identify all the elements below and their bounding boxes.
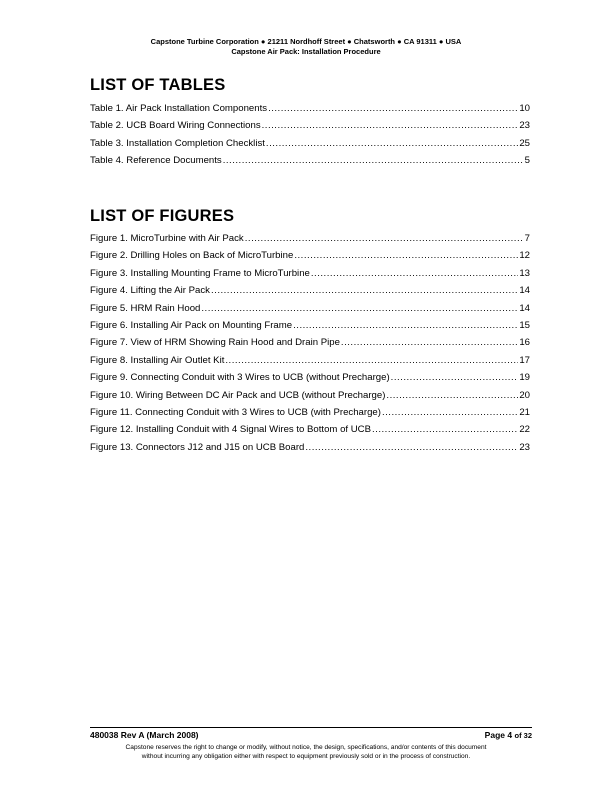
- footer-page-current: 4: [507, 730, 513, 740]
- figure-entry-label: Figure 1. MicroTurbine with Air Pack: [90, 233, 244, 244]
- figure-entry[interactable]: [90, 247, 530, 264]
- figure-entry-label: Figure 12. Installing Conduit with 4 Signal Wires to Bottom of UCB: [90, 424, 372, 436]
- dot-leader: [382, 404, 518, 421]
- table-entry-page: 5: [524, 155, 530, 167]
- figure-entry[interactable]: [90, 282, 530, 299]
- table-entry-label: Table 1. Air Pack Installation Components: [90, 103, 268, 114]
- figure-entry-label: Figure 4. Lifting the Air Pack: [90, 285, 210, 297]
- table-entry-label: Table 2. UCB Board Wiring Connections: [90, 120, 261, 132]
- dot-leader: [294, 247, 518, 264]
- figure-entry[interactable]: [90, 421, 530, 438]
- figure-entry[interactable]: [90, 334, 530, 351]
- figure-entry[interactable]: [90, 439, 530, 456]
- dot-leader: [341, 334, 518, 351]
- dot-leader: [372, 421, 518, 438]
- figure-entry-page: 19: [519, 372, 530, 384]
- footer-page-word: Page: [484, 730, 505, 740]
- figure-entry[interactable]: [90, 300, 530, 317]
- dot-leader: [201, 300, 518, 317]
- figure-entry-page: 23: [519, 441, 530, 453]
- dot-leader: [266, 135, 518, 152]
- dot-leader: [211, 282, 518, 299]
- header-company-line: Capstone Turbine Corporation ● 21211 Nordhoff Street ● Chatsworth ● CA 91311 ● USA: [150, 37, 462, 46]
- footer-page-number: [485, 730, 532, 740]
- list-of-tables: [90, 100, 530, 170]
- figure-entry-label: Figure 5. HRM Rain Hood: [90, 302, 201, 314]
- figure-entry-label: Figure 9. Connecting Conduit with 3 Wires to UCB (without Precharge): [90, 372, 390, 384]
- table-entry[interactable]: [90, 152, 530, 169]
- list-of-figures-heading: LIST OF FIGURES: [90, 207, 235, 225]
- table-entry[interactable]: [90, 135, 530, 152]
- figure-entry[interactable]: [90, 317, 530, 334]
- table-entry-page: 10: [519, 103, 530, 114]
- figure-entry-page: 21: [519, 406, 530, 418]
- figure-entry-page: 22: [519, 424, 530, 436]
- dot-leader: [268, 100, 518, 117]
- footer-page-total: of 32: [514, 731, 532, 740]
- figure-entry-label: Figure 8. Installing Air Outlet Kit: [90, 354, 225, 366]
- dot-leader: [262, 117, 519, 134]
- list-of-tables-heading: LIST OF TABLES: [90, 76, 226, 94]
- figure-entry-page: 7: [524, 233, 530, 244]
- page-header: [0, 37, 612, 57]
- figure-entry-page: 13: [519, 267, 530, 279]
- figure-entry-label: Figure 3. Installing Mounting Frame to MicroTurbine: [90, 267, 310, 279]
- figure-entry-page: 16: [519, 337, 530, 349]
- footer-disclaimer: [0, 743, 612, 761]
- figure-entry-label: Figure 7. View of HRM Showing Rain Hood and Drain Pipe: [90, 337, 340, 349]
- figure-entry-page: 14: [519, 285, 530, 297]
- figure-entry-page: 17: [519, 354, 530, 366]
- figure-entry-page: 20: [519, 389, 530, 401]
- table-entry-page: 23: [519, 120, 530, 132]
- footer-disclaimer-line-1: Capstone reserves the right to change or modify, without notice, the design, specifications, and/or contents of this document: [125, 744, 487, 751]
- figure-entry[interactable]: [90, 369, 530, 386]
- header-document-title: Capstone Air Pack: Installation Procedure: [231, 47, 381, 56]
- dot-leader: [245, 230, 524, 247]
- table-entry[interactable]: [90, 117, 530, 134]
- figure-entry-page: 12: [519, 250, 530, 262]
- figure-entry-label: Figure 2. Drilling Holes on Back of MicroTurbine: [90, 250, 294, 262]
- figure-entry-page: 14: [519, 302, 530, 314]
- list-of-figures: [90, 230, 530, 456]
- figure-entry-label: Figure 11. Connecting Conduit with 3 Wires to UCB (with Precharge): [90, 406, 381, 418]
- dot-leader: [223, 152, 524, 169]
- figure-entry-label: Figure 10. Wiring Between DC Air Pack and UCB (without Precharge): [90, 389, 386, 401]
- figure-entry[interactable]: [90, 230, 530, 247]
- dot-leader: [293, 317, 518, 334]
- footer-disclaimer-line-2: without incurring any obligation either with respect to equipment previously sold or in the process of construction.: [141, 753, 471, 760]
- dot-leader: [305, 439, 518, 456]
- table-entry-label: Table 3. Installation Completion Checklist: [90, 137, 265, 149]
- footer-divider: [90, 727, 532, 728]
- dot-leader: [386, 387, 518, 404]
- figure-entry[interactable]: [90, 387, 530, 404]
- figure-entry-page: 15: [519, 319, 530, 331]
- figure-entry-label: Figure 13. Connectors J12 and J15 on UCB Board: [90, 441, 305, 453]
- dot-leader: [391, 369, 519, 386]
- table-entry-label: Table 4. Reference Documents: [90, 155, 222, 167]
- figure-entry-label: Figure 6. Installing Air Pack on Mounting Frame: [90, 319, 293, 331]
- footer-document-id: 480038 Rev A (March 2008): [90, 730, 199, 740]
- dot-leader: [225, 352, 518, 369]
- table-entry[interactable]: [90, 100, 530, 117]
- figure-entry[interactable]: [90, 265, 530, 282]
- figure-entry[interactable]: [90, 352, 530, 369]
- figure-entry[interactable]: [90, 404, 530, 421]
- dot-leader: [311, 265, 518, 282]
- table-entry-page: 25: [519, 137, 530, 149]
